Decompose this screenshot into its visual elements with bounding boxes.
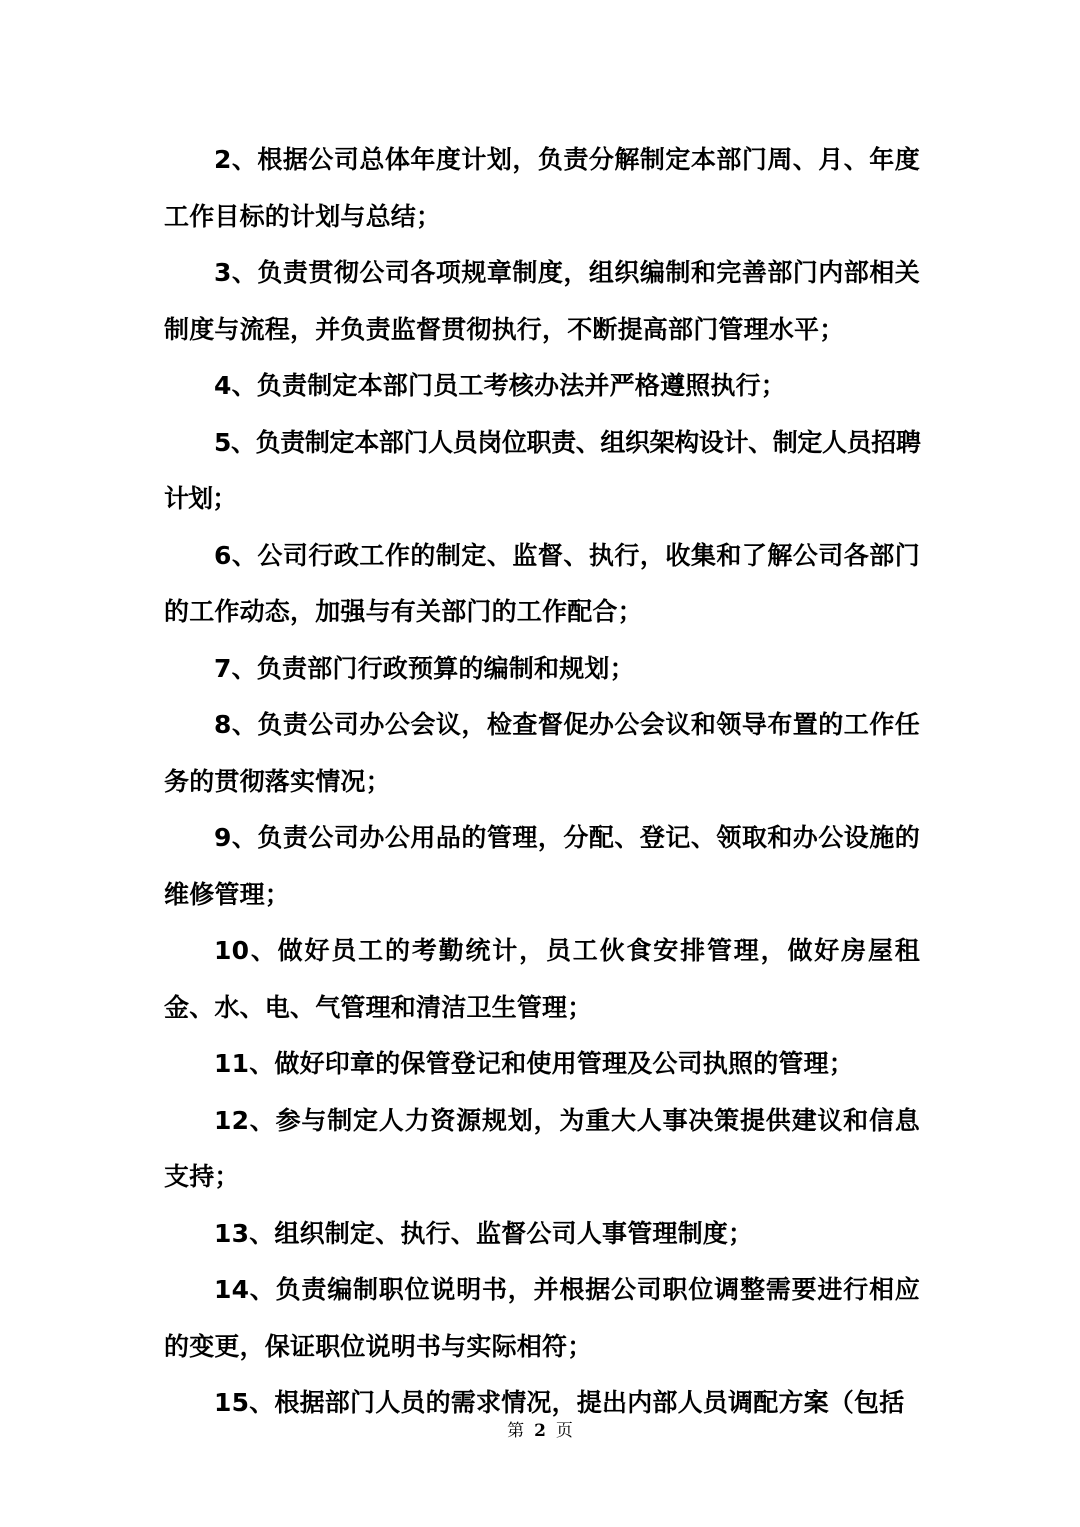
paragraph-item-6: 6、公司行政工作的制定、监督、执行，收集和了解公司各部门的工作动态，加强与有关部门的工作配合； (164, 540, 920, 626)
footer-suffix: 页 (555, 1421, 573, 1441)
paragraph-item-4: 4、负责制定本部门员工考核办法并严格遵照执行； (214, 371, 786, 400)
paragraph-item-12: 12、参与制定人力资源规划，为重大人事决策提供建议和信息支持； (164, 1105, 920, 1191)
paragraph-item-11: 11、做好印章的保管登记和使用管理及公司执照的管理； (214, 1049, 854, 1078)
page-number: 2 (534, 1421, 546, 1441)
paragraph-item-5: 5、负责制定本部门人员岗位职责、组织架构设计、制定人员招聘计划； (164, 427, 920, 513)
paragraph-item-14: 14、负责编制职位说明书，并根据公司职位调整需要进行相应的变更，保证职位说明书与实际相符； (164, 1275, 920, 1361)
paragraph-item-9: 9、负责公司办公用品的管理，分配、登记、领取和办公设施的维修管理； (164, 823, 920, 909)
paragraph-item-3: 3、负责贯彻公司各项规章制度，组织编制和完善部门内部相关制度与流程，并负责监督贯彻执行，不断提高部门管理水平； (164, 258, 920, 344)
page-footer (0, 1416, 1080, 1441)
document-body (164, 132, 920, 1432)
paragraph-item-2: 2、根据公司总体年度计划，负责分解制定本部门周、月、年度工作目标的计划与总结； (164, 145, 920, 231)
footer-prefix: 第 (507, 1421, 525, 1441)
paragraph-item-13: 13、组织制定、执行、监督公司人事管理制度； (214, 1218, 754, 1248)
paragraph-item-8: 8、负责公司办公会议，检查督促办公会议和领导布置的工作任务的贯彻落实情况； (164, 710, 920, 796)
paragraph-item-7: 7、负责部门行政预算的编制和规划； (214, 653, 635, 683)
paragraph-item-15: 15、根据部门人员的需求情况，提出内部人员调配方案（包括 (214, 1388, 905, 1417)
paragraph-item-10: 10、做好员工的考勤统计，员工伙食安排管理，做好房屋租金、水、电、气管理和清洁卫生管理； (164, 936, 920, 1022)
